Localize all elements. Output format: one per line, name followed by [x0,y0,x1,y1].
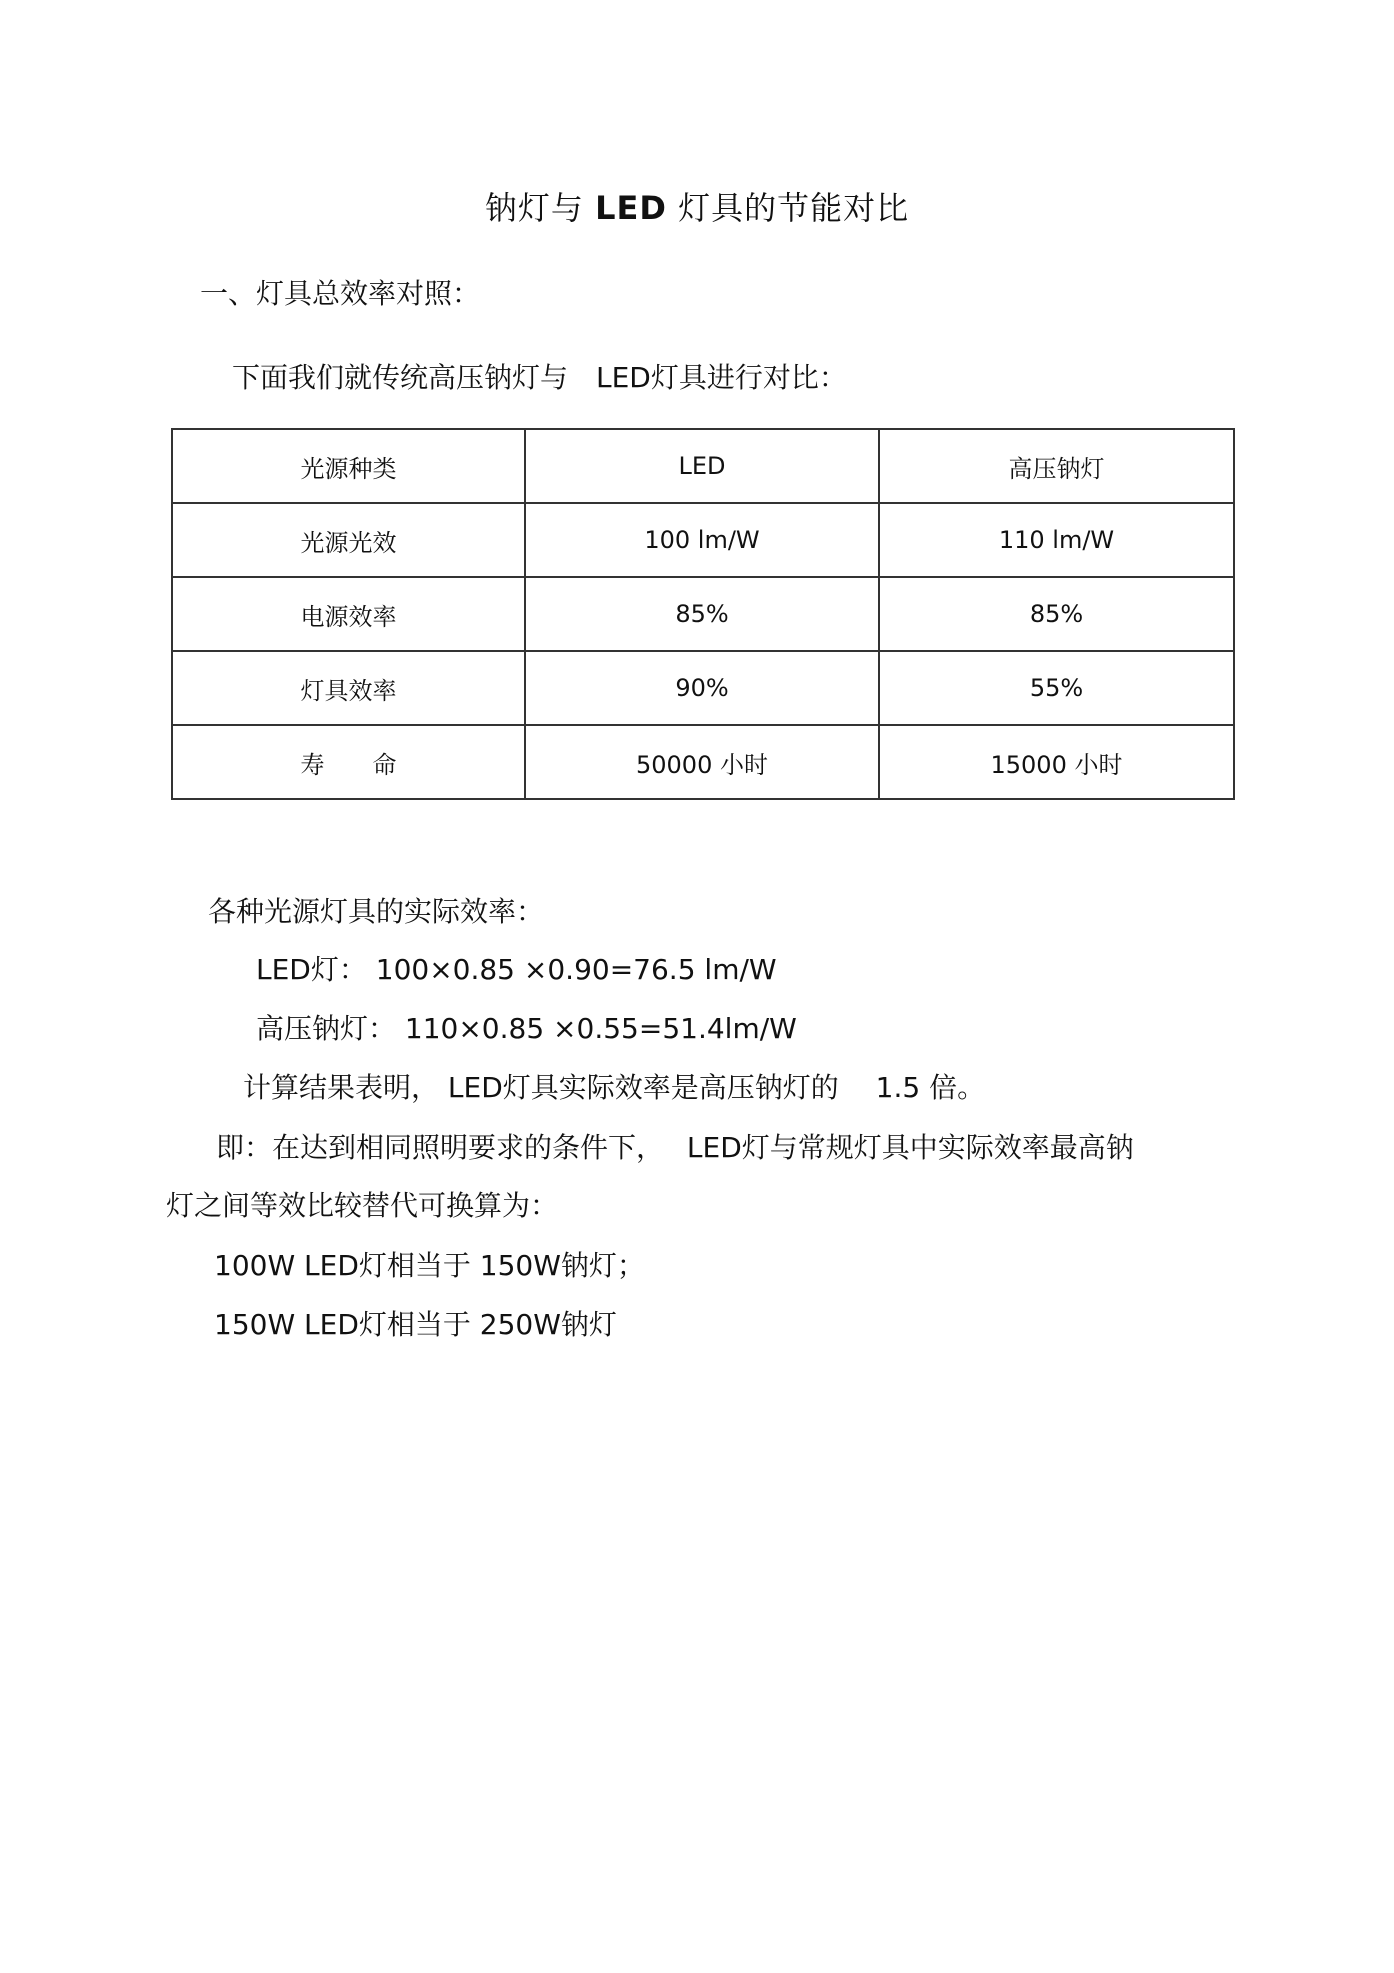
equivalence-intro: 即：在达到相同照明要求的条件下， LED灯与常规灯具中实际效率最高钠 [216,1131,1134,1164]
table-cell: 90% [525,651,879,725]
table-row [172,651,1234,725]
equivalence-intro-cont: 灯之间等效比较替代可换算为： [166,1189,559,1222]
table-row [172,503,1234,577]
table-cell: 110 lm/W [879,503,1234,577]
table-header-cell: 高压钠灯 [879,429,1234,503]
table-cell: 55% [879,651,1234,725]
table-cell: 寿 命 [172,725,525,799]
title-bold: LED [595,189,667,227]
table-cell: 85% [525,577,879,651]
led-calculation: LED灯： 100×0.85 ×0.90=76.5 lm/W [256,953,777,986]
sodium-calculation: 高压钠灯： 110×0.85 ×0.55=51.4lm/W [256,1012,797,1045]
table-cell: 电源效率 [172,577,525,651]
table-cell: 光源光效 [172,503,525,577]
table-row [172,725,1234,799]
table-cell: 50000 小时 [525,725,879,799]
table-header-row [172,429,1234,503]
table-cell: 灯具效率 [172,651,525,725]
equivalence-item: 150W LED灯相当于 250W钠灯 [214,1308,617,1341]
result-statement: 计算结果表明， LED灯具实际效率是高压钠灯的 1.5 倍。 [243,1071,986,1104]
section-heading: 一、灯具总效率对照： [200,277,481,310]
title-suffix: 灯具的节能对比 [678,189,910,227]
table-header-cell: 光源种类 [172,429,525,503]
table-header-cell: LED [525,429,879,503]
table-row [172,577,1234,651]
equivalence-item: 100W LED灯相当于 150W钠灯； [214,1249,645,1282]
intro-paragraph: 下面我们就传统高压钠灯与 LED灯具进行对比： [232,361,847,394]
document-title [0,183,1394,229]
table-cell: 85% [879,577,1234,651]
comparison-table [171,428,1235,800]
efficiency-heading: 各种光源灯具的实际效率： [208,895,545,928]
table-cell: 15000 小时 [879,725,1234,799]
title-prefix: 钠灯与 [484,189,584,227]
table-cell: 100 lm/W [525,503,879,577]
